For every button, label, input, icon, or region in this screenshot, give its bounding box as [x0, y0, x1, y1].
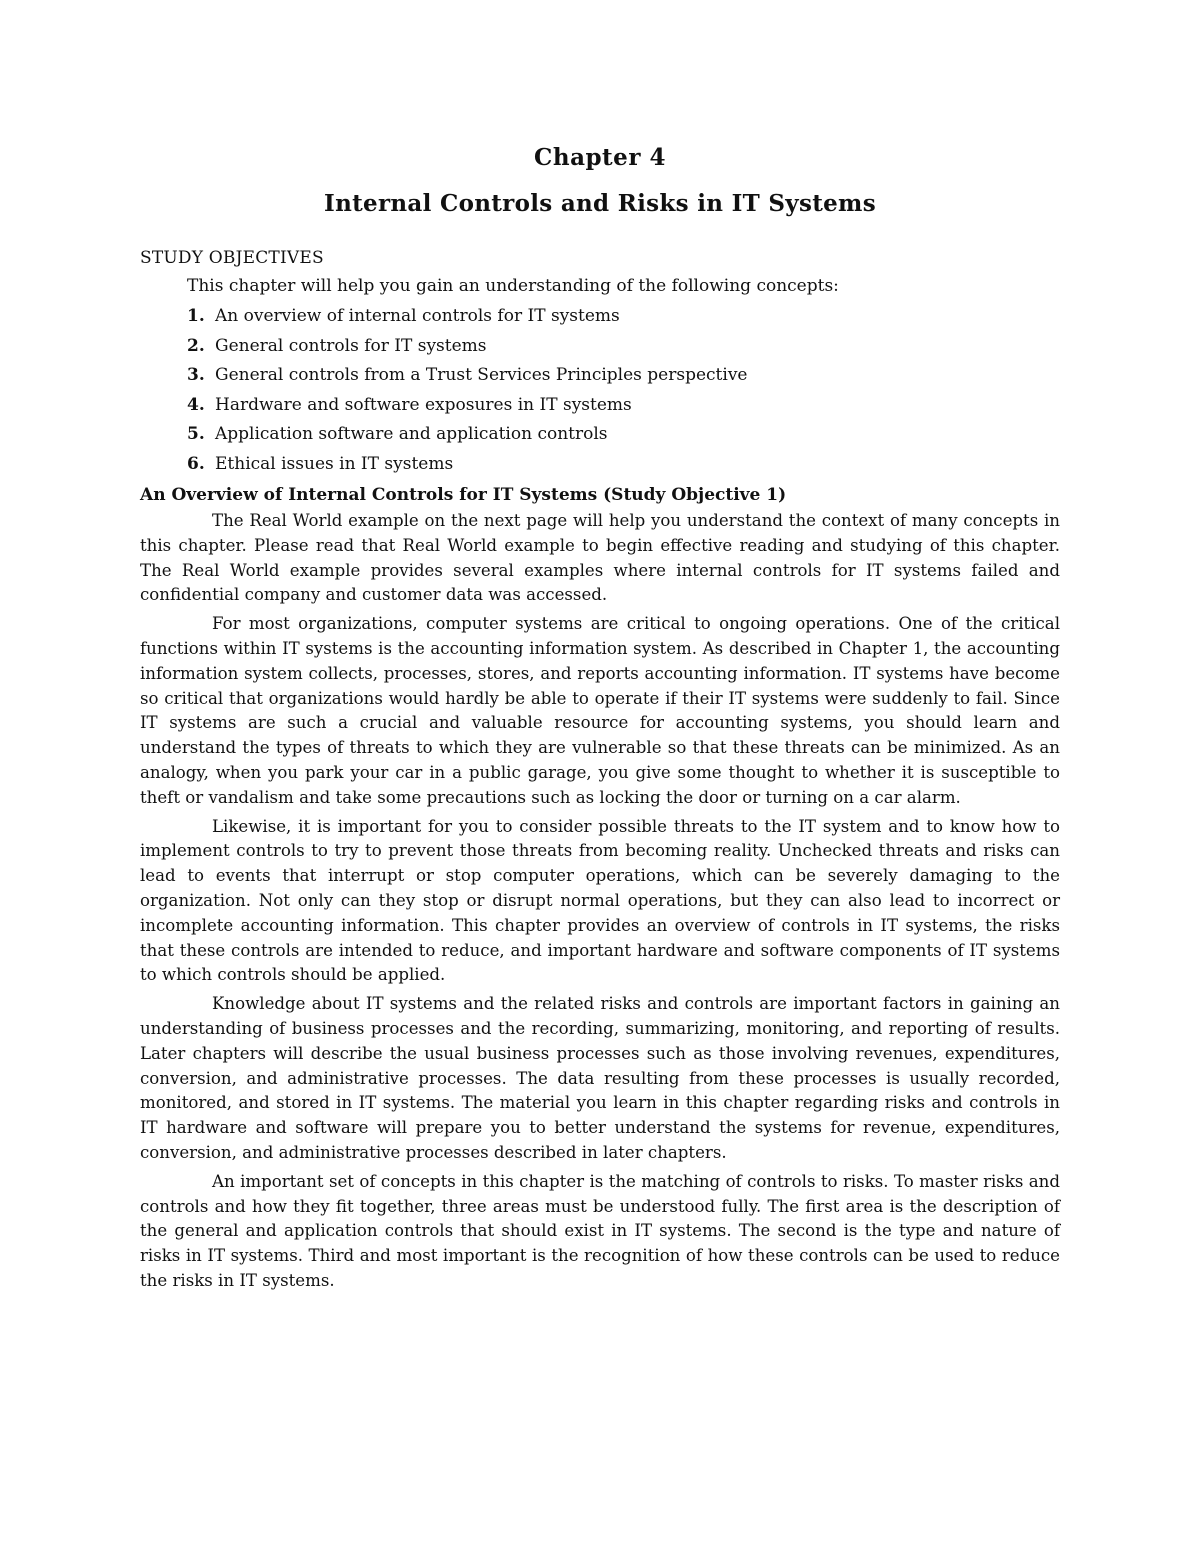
objective-number: 6. [187, 453, 205, 474]
objective-text: Application software and application controls [215, 424, 608, 444]
body-paragraph: An important set of concepts in this chapter is the matching of controls to risks. To master risks and controls and how they fit together, three areas must be understood fully. The first area is the description of the general and application controls that should exist in IT systems. The second is the type and nature of risks in IT systems. Third and most important is the recognition of how these controls can be used to reduce the risks in IT systems. [140, 1171, 1060, 1290]
chapter-title: Internal Controls and Risks in IT Systems [324, 190, 876, 217]
study-objectives-intro: This chapter will help you gain an understanding of the following concepts: [187, 276, 839, 296]
chapter-number: Chapter 4 [534, 144, 666, 171]
body-paragraph: For most organizations, computer systems are critical to ongoing operations. One of the critical functions within IT systems is the accounting information system. As described in Chapter 1, the accounting information system collects, processes, stores, and reports accounting information. IT systems have become so critical that organizations would hardly be able to operate if their IT systems were suddenly to fail. Since IT systems are such a crucial and valuable resource for accounting systems, you should learn and understand the types of threats to which they are vulnerable so that these threats can be minimized. As an analogy, when you park your car in a public garage, you give some thought to whether it is susceptible to theft or vandalism and take some precautions such as locking the door or turning on a car alarm. [140, 614, 1060, 807]
list-item [187, 420, 1060, 450]
document-page [140, 136, 1060, 1294]
objective-number: 4. [187, 394, 205, 415]
study-objectives-heading: STUDY OBJECTIVES [140, 248, 324, 268]
study-objectives-list [187, 302, 1060, 479]
body-paragraph: Knowledge about IT systems and the related risks and controls are important factors in gaining an understanding of business processes and the recording, summarizing, monitoring, and reporting of results. Later chapters will describe the usual business processes such as those involving revenues, expenditures, conversion, and administrative processes. The data resulting from these processes is usually recorded, monitored, and stored in IT systems. The material you learn in this chapter regarding risks and controls in IT hardware and software will prepare you to better understand the systems for revenue, expenditures, conversion, and administrative processes described in later chapters. [140, 994, 1060, 1162]
list-item [187, 391, 1060, 421]
objective-text: An overview of internal controls for IT systems [215, 306, 620, 326]
objective-text: Ethical issues in IT systems [215, 453, 454, 474]
list-item [187, 332, 1060, 362]
objective-text: Hardware and software exposures in IT systems [215, 394, 632, 415]
body-paragraph: Likewise, it is important for you to consider possible threats to the IT system and to know how to implement controls to try to prevent those threats from becoming reality. Unchecked threats and risks can lead to events that interrupt or stop computer operations, which can be severely damaging to the organization. Not only can they stop or disrupt normal operations, but they can also lead to incorrect or incomplete accounting information. This chapter provides an overview of controls in IT systems, the risks that these controls are intended to reduce, and important hardware and software components of IT systems to which controls should be applied. [140, 816, 1060, 985]
list-item [187, 302, 1060, 332]
body-paragraph: The Real World example on the next page will help you understand the context of many concepts in this chapter. Please read that Real World example to begin effective reading and studying of this chapter. The Real World example provides several examples where internal controls for IT systems failed and confidential company and customer data was accessed. [140, 511, 1060, 605]
objective-text: General controls for IT systems [215, 335, 487, 356]
objective-number: 1. [187, 306, 205, 326]
list-item [187, 450, 1060, 480]
objective-text: General controls from a Trust Services Principles perspective [215, 365, 748, 385]
list-item [187, 361, 1060, 391]
section-heading: An Overview of Internal Controls for IT Systems (Study Objective 1) [140, 485, 787, 505]
objective-number: 3. [187, 365, 205, 385]
objective-number: 5. [187, 424, 205, 444]
objective-number: 2. [187, 335, 205, 356]
